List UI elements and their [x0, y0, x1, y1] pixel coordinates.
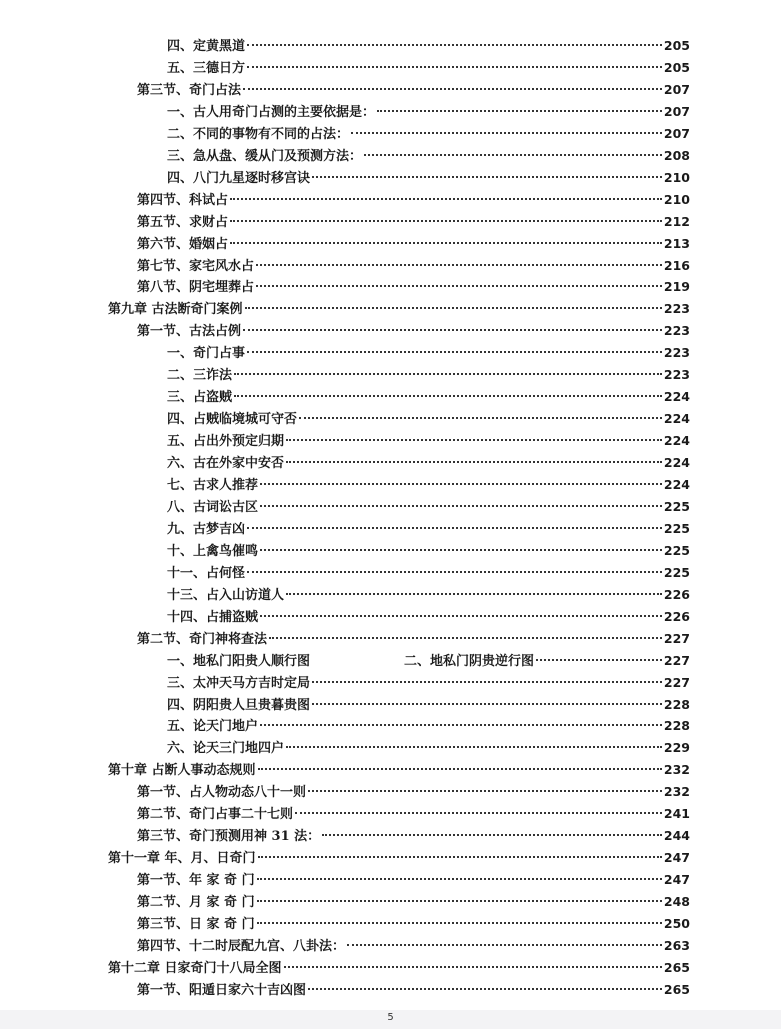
toc-entry-page-number: 225	[663, 520, 690, 536]
toc-entry-page-number: 224	[663, 411, 690, 427]
dot-leader	[308, 790, 662, 792]
dot-leader	[258, 768, 662, 770]
toc-chapter-entry	[108, 298, 690, 320]
toc-subsection-entry	[167, 364, 690, 386]
toc-entry-title: 六、古在外家中安否	[167, 456, 285, 472]
toc-section-entry	[137, 935, 690, 957]
toc-entry-title: 第五节、求财占	[137, 214, 229, 230]
dot-leader	[243, 329, 662, 331]
dot-leader	[286, 746, 662, 748]
toc-subsection-entry	[167, 408, 690, 430]
toc-subsection-entry	[167, 123, 690, 145]
dot-leader	[347, 944, 662, 946]
toc-subsection-entry	[167, 650, 690, 672]
toc-subsection-entry	[167, 584, 690, 606]
toc-subsection-entry	[167, 474, 690, 496]
dot-leader	[260, 505, 662, 507]
toc-subsection-entry	[167, 562, 690, 584]
toc-section-entry	[137, 869, 690, 891]
toc-entry-title: 十一、占何怪	[167, 565, 246, 581]
toc-entry-page-number: 227	[663, 630, 690, 646]
dot-leader	[312, 176, 662, 178]
toc-subsection-entry	[167, 35, 690, 57]
toc-entry-page-number: 213	[663, 235, 690, 251]
toc-entry-title: 第二节、奇门占事二十七则	[137, 807, 294, 823]
toc-entry-page-number: 210	[663, 169, 690, 185]
toc-entry-title: 四、定黄黑道	[167, 39, 246, 54]
toc-section-entry	[137, 825, 690, 847]
toc-entry-title: 三、占盗贼	[167, 390, 233, 406]
toc-entry-title: 十、上禽鸟催鸣	[167, 543, 259, 559]
dot-leader	[322, 834, 662, 836]
toc-entry-title: 五、占出外预定归期	[167, 434, 285, 450]
toc-entry-title: 五、论天门地户	[167, 719, 259, 735]
toc-entry-title: 四、阴阳贵人旦贵暮贵图	[167, 697, 311, 713]
dot-leader	[247, 571, 662, 573]
dot-leader	[243, 88, 662, 90]
toc-section-entry	[137, 781, 690, 803]
toc-entry-page-number: 224	[663, 477, 690, 492]
toc-entry-page-number: 207	[663, 125, 690, 141]
toc-entry-page-number: 208	[663, 147, 690, 163]
dot-leader	[257, 922, 662, 924]
toc-subsection-entry	[167, 101, 690, 123]
toc-section-entry	[137, 189, 690, 211]
toc-entry-title: 十四、占捕盗贼	[167, 609, 259, 625]
toc-entry-title: 第一节、年 家 奇 门	[137, 873, 255, 889]
toc-entry-page-number: 232	[663, 784, 690, 800]
dot-leader	[247, 66, 662, 68]
toc-entry-page-number: 223	[663, 301, 690, 317]
toc-entry-title: 一、古人用奇门占测的主要依据是：	[167, 104, 376, 120]
toc-entry-page-number: 224	[663, 455, 690, 471]
toc-entry-page-number: 225	[663, 498, 690, 514]
toc-entry-title: 八、古词讼古区	[167, 499, 259, 515]
toc-chapter-entry	[108, 957, 690, 979]
toc-entry-title: 第一节、古法占例	[137, 324, 242, 340]
dot-leader	[257, 878, 662, 880]
toc-subsection-entry	[167, 715, 690, 737]
dot-leader	[247, 527, 662, 529]
toc-chapter-entry	[108, 847, 690, 869]
toc-section-entry	[137, 803, 690, 825]
toc-entry-page-number: 210	[663, 191, 690, 207]
toc-subsection-entry	[167, 540, 690, 562]
dot-leader	[364, 154, 662, 156]
dot-leader	[234, 373, 662, 375]
dot-leader	[536, 659, 662, 661]
toc-entry-page-number: 223	[663, 345, 690, 361]
toc-entry-title: 第一节、阳遁日家六十吉凶图	[137, 982, 307, 998]
toc-entry-page-number: 247	[663, 850, 690, 866]
toc-entry-title: 三、太冲天马方吉时定局	[167, 675, 311, 691]
toc-section-entry	[137, 255, 690, 277]
toc-entry-title: 九、古梦吉凶	[167, 521, 246, 537]
dot-leader	[257, 900, 662, 902]
toc-subsection-entry	[167, 342, 690, 364]
toc-entry-title: 一、奇门占事	[167, 346, 246, 362]
toc-entry-page-number: 212	[663, 213, 690, 229]
dot-leader	[284, 966, 662, 968]
toc-entry-title: 第八节、阴宅埋葬占	[137, 280, 255, 296]
dot-leader	[230, 242, 662, 244]
dot-leader	[312, 681, 662, 683]
toc-entry-title: 第三节、日 家 奇 门	[137, 917, 255, 932]
toc-entry-page-number: 250	[663, 916, 690, 931]
toc-entry-page-number: 205	[663, 59, 690, 75]
toc-entry-title: 四、八门九星逐时移宫诀	[167, 170, 311, 186]
toc-section-entry	[137, 320, 690, 342]
toc-subsection-entry	[167, 57, 690, 79]
dot-leader	[234, 395, 662, 397]
toc-section-entry	[137, 211, 690, 233]
dot-leader	[247, 44, 662, 46]
toc-entry-page-number: 226	[663, 586, 690, 602]
toc-entry-page-number: 265	[663, 981, 690, 997]
toc-subsection-entry	[167, 430, 690, 452]
dot-leader	[245, 307, 662, 309]
dot-leader	[295, 812, 662, 814]
toc-entry-title: 第十二章 日家奇门十八局全图	[108, 960, 282, 976]
page-number: 5	[387, 1012, 394, 1023]
toc-subsection-entry	[167, 672, 690, 694]
toc-entry-page-number: 228	[663, 718, 690, 734]
toc-entry-title: 一、地私门阳贵人顺行图	[167, 653, 311, 669]
toc-entry-page-number: 227	[663, 674, 690, 690]
toc-entry-title: 第四节、科试占	[137, 192, 229, 208]
toc-entry-title: 第三节、奇门占法	[137, 82, 242, 98]
dot-leader	[260, 549, 662, 551]
toc-entry-title: 第七节、家宅风水占	[137, 258, 255, 274]
dot-leader	[260, 483, 662, 485]
toc-section-entry	[137, 79, 690, 101]
dot-leader	[269, 637, 662, 639]
dot-leader	[258, 856, 662, 858]
toc-section-entry	[137, 276, 690, 298]
toc-entry-title: 六、论天三门地四户	[167, 741, 285, 757]
toc-entry-title: 二、三诈法	[167, 368, 233, 384]
dot-leader	[286, 461, 662, 463]
dot-leader	[286, 593, 662, 595]
toc-entry-page-number: 265	[663, 959, 690, 975]
dot-leader	[286, 439, 662, 441]
toc-entry-page-number: 227	[663, 652, 690, 668]
toc-entry-page-number: 263	[663, 937, 690, 953]
toc-entry-title: 第四节、十二时辰配九宫、八卦法：	[137, 938, 346, 954]
toc-entry-page-number: 225	[663, 542, 690, 558]
toc-entry-title: 五、三德日方	[167, 60, 246, 76]
toc-entry-page-number: 223	[663, 323, 690, 339]
toc-entry-page-number: 244	[663, 828, 690, 844]
toc-entry-page-number: 247	[663, 872, 690, 888]
dot-leader	[230, 198, 662, 200]
toc-entry-page-number: 224	[663, 389, 690, 405]
toc-entry-title: 十三、占入山访道人	[167, 587, 285, 603]
toc-subsection-entry	[167, 606, 690, 628]
dot-leader	[308, 988, 662, 990]
toc-entry-page-number: 223	[663, 367, 690, 383]
toc-section-entry	[137, 979, 690, 1001]
dot-leader	[312, 703, 662, 705]
dot-leader	[260, 724, 662, 726]
toc-entry-page-number: 241	[663, 806, 690, 822]
toc-entry-page-number: 224	[663, 433, 690, 449]
toc-section-entry	[137, 628, 690, 650]
toc-entry-page-number: 207	[663, 103, 690, 119]
dot-leader	[299, 417, 662, 419]
toc-entry-title-secondary: 二、地私门阴贵逆行图	[404, 653, 535, 669]
toc-subsection-entry	[167, 496, 690, 518]
toc-chapter-entry	[108, 759, 690, 781]
toc-subsection-entry	[167, 167, 690, 189]
dot-leader	[256, 264, 662, 266]
toc-entry-title: 第二节、月 家 奇 门	[137, 895, 255, 911]
toc-entry-page-number: 226	[663, 608, 690, 624]
dot-leader	[256, 285, 662, 287]
toc-entry-title: 第三节、奇门预测用神 31 法：	[137, 829, 321, 845]
toc-entry-title: 第六节、婚姻占	[137, 236, 229, 252]
dot-leader	[260, 615, 662, 617]
toc-entry-title: 第二节、奇门神将查法	[137, 631, 268, 647]
toc-entry-page-number: 228	[663, 696, 690, 712]
toc-section-entry	[137, 913, 690, 935]
dot-leader	[230, 220, 662, 222]
toc-entry-page-number: 248	[663, 894, 690, 910]
dot-leader	[247, 351, 662, 353]
toc-subsection-entry	[167, 694, 690, 716]
dot-leader	[351, 132, 662, 134]
toc-entry-page-number: 205	[663, 38, 690, 53]
toc-subsection-entry	[167, 737, 690, 759]
toc-subsection-entry	[167, 452, 690, 474]
toc-entry-title: 第一节、占人物动态八十一则	[137, 785, 307, 801]
toc-entry-title: 七、古求人推荐	[167, 478, 259, 493]
toc-entry-page-number: 225	[663, 564, 690, 580]
toc-entry-page-number: 207	[663, 81, 690, 97]
toc-section-entry	[137, 891, 690, 913]
toc-entry-title: 三、急从盘、缓从门及预测方法：	[167, 148, 363, 164]
toc-entry-title: 二、不同的事物有不同的占法：	[167, 126, 350, 142]
toc-section-entry	[137, 233, 690, 255]
toc-subsection-entry	[167, 518, 690, 540]
toc-entry-page-number: 229	[663, 740, 690, 756]
toc-entry-page-number: 216	[663, 257, 690, 273]
toc-subsection-entry	[167, 386, 690, 408]
toc-subsection-entry	[167, 145, 690, 167]
toc-entry-page-number: 219	[663, 279, 690, 295]
toc-entry-title: 第十一章 年、月、日奇门	[108, 851, 256, 867]
toc-entry-title: 四、占贼临境城可守否	[167, 412, 298, 428]
toc-entry-title: 第十章 占断人事动态规则	[108, 763, 256, 779]
toc-entry-title: 第九章 古法断奇门案例	[108, 302, 243, 318]
toc-entry-page-number: 232	[663, 762, 690, 778]
dot-leader	[377, 110, 662, 112]
